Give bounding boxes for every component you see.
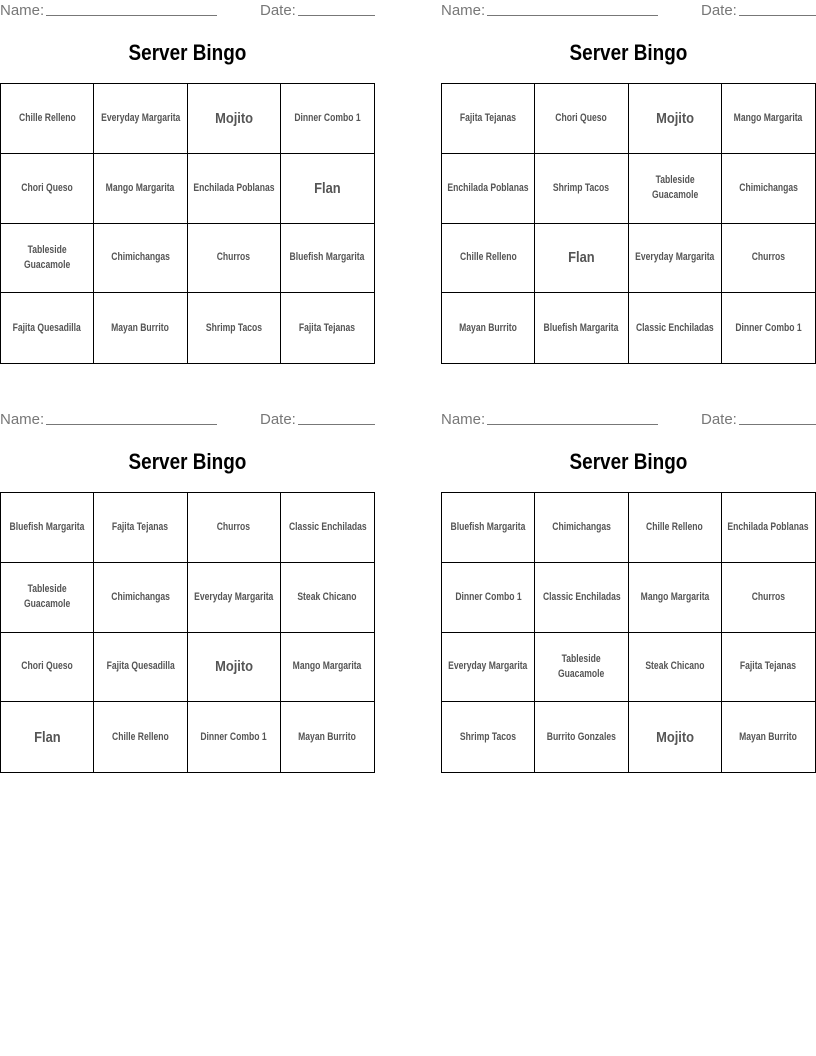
bingo-cell-label: Everyday Margarita bbox=[448, 660, 528, 673]
bingo-cell bbox=[442, 633, 535, 703]
bingo-cell bbox=[442, 154, 535, 224]
bingo-cell-label: Chori Queso bbox=[555, 111, 608, 124]
bingo-cell-label: Fajita Quesadilla bbox=[13, 321, 82, 334]
bingo-cell bbox=[1, 84, 94, 154]
date-blank-line bbox=[298, 15, 375, 16]
name-blank-line bbox=[487, 424, 658, 425]
bingo-cell-label: Bluefish Margarita bbox=[289, 251, 365, 264]
bingo-cell-label: Enchilada Poblanas bbox=[193, 181, 275, 194]
bingo-cell-label: Fajita Tejanas bbox=[740, 660, 797, 673]
name-label: Name: bbox=[441, 2, 486, 19]
bingo-cell-label: Tableside Guacamole bbox=[23, 583, 71, 611]
bingo-cell-label: Steak Chicano bbox=[297, 590, 357, 603]
bingo-cell-label: Mango Margarita bbox=[293, 660, 362, 673]
bingo-cell bbox=[1, 563, 94, 633]
bingo-grid bbox=[0, 83, 375, 364]
date-label: Date: bbox=[260, 2, 296, 19]
bingo-cell bbox=[188, 493, 281, 563]
bingo-cell-label: Shrimp Tacos bbox=[553, 181, 610, 194]
bingo-cell bbox=[188, 633, 281, 703]
bingo-cell-label: Tableside Guacamole bbox=[558, 652, 605, 680]
bingo-cell bbox=[722, 224, 815, 294]
bingo-cell-label: Chimichangas bbox=[739, 181, 798, 194]
bingo-cell bbox=[188, 84, 281, 154]
bingo-cell-label: Chori Queso bbox=[21, 660, 73, 673]
bingo-cell-label: Churros bbox=[751, 590, 786, 603]
bingo-cell bbox=[281, 224, 374, 294]
bingo-cell bbox=[1, 224, 94, 294]
bingo-cell-label: Flan bbox=[33, 728, 61, 746]
bingo-cell bbox=[188, 702, 281, 772]
bingo-cell-label: Mojito bbox=[214, 109, 253, 127]
bingo-cell bbox=[94, 293, 187, 363]
bingo-cell bbox=[535, 224, 628, 294]
bingo-cell-label: Tableside Guacamole bbox=[23, 243, 71, 271]
bingo-cell-label: Chille Relleno bbox=[646, 520, 703, 533]
card-title: Server Bingo bbox=[128, 449, 247, 474]
bingo-cell bbox=[281, 702, 374, 772]
bingo-cell bbox=[535, 84, 628, 154]
bingo-cell-label: Mojito bbox=[655, 728, 694, 746]
bingo-cell-label: Dinner Combo 1 bbox=[294, 111, 361, 124]
bingo-cell bbox=[281, 293, 374, 363]
name-date-row bbox=[0, 411, 375, 429]
name-date-row bbox=[0, 2, 375, 20]
bingo-cell bbox=[281, 493, 374, 563]
bingo-cell-label: Bluefish Margarita bbox=[9, 520, 85, 533]
bingo-cell-label: Flan bbox=[568, 249, 595, 267]
bingo-cell bbox=[188, 224, 281, 294]
bingo-cell-label: Dinner Combo 1 bbox=[454, 590, 522, 603]
bingo-cell bbox=[94, 154, 187, 224]
bingo-cell bbox=[281, 633, 374, 703]
bingo-cell bbox=[442, 702, 535, 772]
bingo-cell-label: Classic Enchiladas bbox=[288, 520, 367, 533]
name-date-row bbox=[441, 2, 816, 20]
bingo-cell bbox=[535, 633, 628, 703]
bingo-cell-label: Mayan Burrito bbox=[459, 321, 517, 334]
bingo-cell bbox=[281, 154, 374, 224]
bingo-cell-label: Chille Relleno bbox=[112, 730, 169, 743]
bingo-cell bbox=[535, 563, 628, 633]
bingo-cell bbox=[1, 702, 94, 772]
bingo-cell bbox=[629, 563, 722, 633]
bingo-cell bbox=[629, 224, 722, 294]
card-title: Server Bingo bbox=[128, 40, 247, 65]
name-blank-line bbox=[46, 424, 217, 425]
bingo-cell bbox=[442, 293, 535, 363]
date-label: Date: bbox=[260, 411, 296, 428]
date-label: Date: bbox=[701, 2, 737, 19]
bingo-cell bbox=[535, 154, 628, 224]
bingo-cell-label: Classic Enchiladas bbox=[635, 321, 714, 334]
bingo-cell-label: Enchilada Poblanas bbox=[727, 520, 809, 533]
bingo-cell bbox=[629, 293, 722, 363]
bingo-cell-label: Steak Chicano bbox=[645, 660, 705, 673]
bingo-cell-label: Churros bbox=[751, 251, 786, 264]
bingo-cell bbox=[535, 293, 628, 363]
bingo-cell-label: Mango Margarita bbox=[106, 181, 175, 194]
name-blank-line bbox=[46, 15, 217, 16]
bingo-cell-label: Classic Enchiladas bbox=[542, 590, 621, 603]
bingo-cell bbox=[1, 293, 94, 363]
bingo-cell bbox=[442, 84, 535, 154]
bingo-cell-label: Everyday Margarita bbox=[100, 111, 180, 124]
bingo-cell bbox=[94, 493, 187, 563]
bingo-cell-label: Chille Relleno bbox=[18, 111, 76, 124]
card-title: Server Bingo bbox=[569, 449, 688, 474]
bingo-cell bbox=[442, 224, 535, 294]
bingo-grid bbox=[441, 83, 816, 364]
bingo-cell-label: Mango Margarita bbox=[640, 590, 709, 603]
bingo-cell-label: Enchilada Poblanas bbox=[447, 181, 529, 194]
bingo-cell-label: Shrimp Tacos bbox=[460, 730, 517, 743]
bingo-cell-label: Dinner Combo 1 bbox=[735, 321, 802, 334]
name-blank-line bbox=[487, 15, 658, 16]
bingo-cell bbox=[722, 293, 815, 363]
bingo-cell-label: Chille Relleno bbox=[459, 251, 517, 264]
bingo-cell-label: Tableside Guacamole bbox=[651, 174, 698, 202]
bingo-cell bbox=[535, 493, 628, 563]
bingo-cell-label: Everyday Margarita bbox=[635, 251, 715, 264]
bingo-cell bbox=[722, 563, 815, 633]
bingo-cell bbox=[629, 493, 722, 563]
bingo-cell-label: Bluefish Margarita bbox=[543, 321, 619, 334]
bingo-cell bbox=[535, 702, 628, 772]
bingo-card-2 bbox=[441, 0, 816, 375]
bingo-cell bbox=[1, 633, 94, 703]
bingo-cell bbox=[94, 84, 187, 154]
bingo-cell bbox=[188, 293, 281, 363]
bingo-cell-label: Burrito Gonzales bbox=[546, 730, 616, 743]
bingo-cell-label: Fajita Quesadilla bbox=[106, 660, 175, 673]
bingo-cell bbox=[722, 633, 815, 703]
bingo-cell-label: Chori Queso bbox=[21, 181, 73, 194]
bingo-cell bbox=[442, 563, 535, 633]
bingo-cell-label: Fajita Tejanas bbox=[299, 321, 356, 334]
bingo-cell-label: Fajita Tejanas bbox=[112, 520, 169, 533]
bingo-cell bbox=[94, 702, 187, 772]
date-blank-line bbox=[739, 424, 816, 425]
bingo-card-4 bbox=[441, 409, 816, 784]
name-date-row bbox=[441, 411, 816, 429]
bingo-cell bbox=[722, 702, 815, 772]
bingo-cell-label: Mayan Burrito bbox=[739, 730, 798, 743]
bingo-cell bbox=[94, 224, 187, 294]
bingo-cell bbox=[629, 702, 722, 772]
bingo-cell bbox=[442, 493, 535, 563]
date-blank-line bbox=[739, 15, 816, 16]
bingo-cell-label: Mayan Burrito bbox=[298, 730, 357, 743]
bingo-cell bbox=[1, 154, 94, 224]
bingo-grid bbox=[441, 492, 816, 773]
bingo-cell bbox=[722, 493, 815, 563]
bingo-cell bbox=[722, 84, 815, 154]
bingo-cell bbox=[629, 633, 722, 703]
bingo-cell-label: Mojito bbox=[214, 658, 253, 676]
bingo-cell bbox=[629, 154, 722, 224]
bingo-cell-label: Chimichangas bbox=[552, 520, 611, 533]
bingo-cell-label: Mango Margarita bbox=[734, 111, 803, 124]
name-label: Name: bbox=[441, 411, 486, 428]
bingo-cell-label: Churros bbox=[216, 520, 251, 533]
bingo-cell-label: Chimichangas bbox=[111, 251, 170, 264]
bingo-cell bbox=[188, 154, 281, 224]
bingo-cell-label: Flan bbox=[314, 179, 341, 197]
bingo-card-3 bbox=[0, 409, 375, 784]
card-title: Server Bingo bbox=[569, 40, 688, 65]
bingo-card-1 bbox=[0, 0, 375, 375]
bingo-cell-label: Fajita Tejanas bbox=[460, 111, 517, 124]
bingo-cell bbox=[94, 563, 187, 633]
bingo-cell bbox=[94, 633, 187, 703]
name-label: Name: bbox=[0, 2, 45, 19]
bingo-cell-label: Chimichangas bbox=[111, 590, 170, 603]
bingo-cell bbox=[281, 84, 374, 154]
bingo-cell-label: Mojito bbox=[655, 109, 694, 127]
bingo-cell bbox=[188, 563, 281, 633]
name-label: Name: bbox=[0, 411, 45, 428]
date-label: Date: bbox=[701, 411, 737, 428]
bingo-cell-label: Bluefish Margarita bbox=[450, 520, 526, 533]
bingo-cell bbox=[281, 563, 374, 633]
bingo-cell bbox=[1, 493, 94, 563]
bingo-cell-label: Churros bbox=[216, 251, 251, 264]
bingo-cell-label: Shrimp Tacos bbox=[205, 321, 262, 334]
bingo-cell bbox=[722, 154, 815, 224]
bingo-cell bbox=[629, 84, 722, 154]
bingo-cell-label: Everyday Margarita bbox=[194, 590, 274, 603]
bingo-cell-label: Mayan Burrito bbox=[111, 321, 170, 334]
bingo-cell-label: Dinner Combo 1 bbox=[200, 730, 267, 743]
date-blank-line bbox=[298, 424, 375, 425]
bingo-grid bbox=[0, 492, 375, 773]
